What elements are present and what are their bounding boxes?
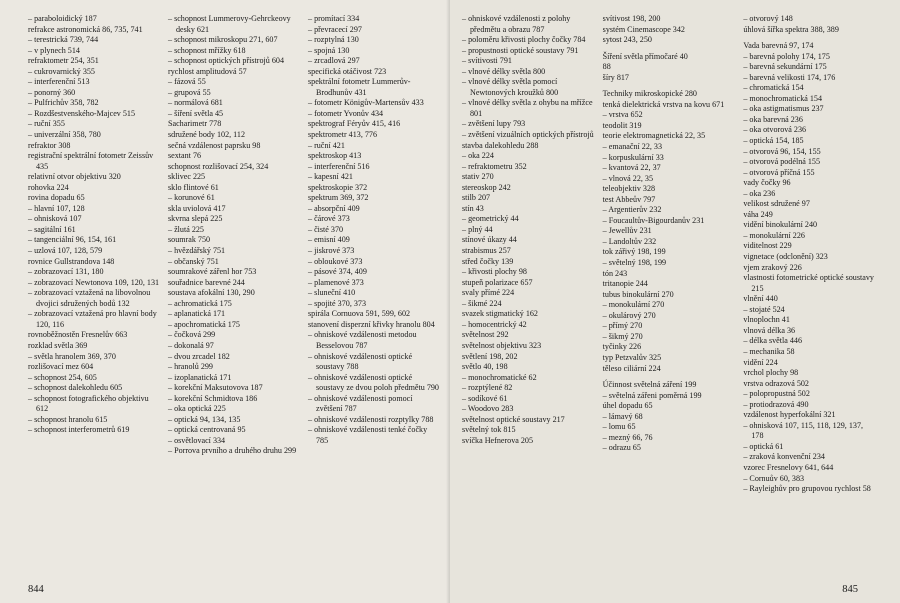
index-entry: – schopnost 254, 605 [28,372,97,382]
index-entry: tyčinky 226 [602,342,642,352]
index-entry: vidění binokulární 240 [743,220,818,230]
index-entry: – pásové 374, 409 [308,267,367,277]
index-entry: stereoskop 242 [462,182,511,192]
index-entry: – zobrazovací 131, 180 [28,267,104,277]
index-entry: – šíření světla 45 [168,108,224,118]
index-entry: – schopnost Lummerovy-Gehrckeovy desky 621 [168,14,291,34]
index-entry: – uzlová 107, 128, 579 [28,246,103,256]
index-entry: souřadnice barevné 244 [168,277,245,287]
index-entry: vady čočky 96 [743,178,791,188]
index-entry: – otvorová podélná 155 [743,157,820,167]
index-entry: – Foucaultův-Bigourdanův 231 [602,215,705,225]
index-entry: – rozptylná 130 [308,35,359,45]
index-entry: rovina dopadu 65 [28,193,85,203]
index-entry: – občanský 751 [168,256,219,266]
index-entry: – otvorový 148 [743,14,793,23]
index-entry: – korekční Schmidtova 186 [168,393,258,403]
index-entry: – emanační 22, 33 [602,142,663,152]
index-entry: – achromatická 175 [168,298,232,308]
index-entry: – v plynech 514 [28,45,80,55]
index-entry: – obloukové 373 [308,256,363,266]
index-entry: svaly přímé 224 [462,288,515,298]
index-entry: – světelná zářeni poměrná 199 [602,390,702,400]
index-entry: – polopropustná 502 [743,389,810,399]
index-entry: – schopnost optických přístrojů 604 [168,56,284,66]
index-entry: – zobrazovací Newtonova 109, 120, 131 [28,277,160,287]
index-entry: – šikmý 270 [602,331,643,341]
index-entry: – absorpční 409 [308,203,360,213]
index-entry: – schopnost mikroskopu 271, 607 [168,35,278,45]
index-entry: tenká dielektrická vrstva na kovu 671 [602,99,725,109]
index-entry: stativ 270 [462,172,494,182]
index-entry: – mechanika 58 [743,346,795,356]
index-entry: – osvětlovací 334 [168,435,226,445]
index-entry: – vlnová 22, 35 [602,173,654,183]
index-entry: vjem zrakový 226 [743,262,802,272]
index-entry: vlnoplochn 41 [743,315,790,325]
index-entry: – kapesní 421 [308,172,353,182]
index-entry: spektrální fotometr Lummerův-Brodhunův 431 [308,77,411,97]
index-entry: – barevná sekundární 175 [743,62,827,72]
index-entry: svítivost 198, 200 [602,14,661,23]
index-entry: schopnost rozlišovací 254, 324 [168,161,269,171]
index-entry: skla uviolová 417 [168,203,226,213]
index-entry: – cukrovarnický 355 [28,66,95,76]
index-entry: sdružené body 102, 112 [168,130,246,140]
index-entry: viditelnost 229 [743,241,792,251]
index-entry: stínové úkazy 44 [462,235,517,245]
index-entry: – plný 44 [462,224,493,234]
index-entry: vzorec Fresnelovy 641, 644 [743,462,834,472]
index-entry: – kvantová 22, 37 [602,163,661,173]
index-entry: tritanopie 244 [602,279,648,289]
index-entry: – vlnové délky světla pomocí Newtonových kroužků 800 [462,77,559,97]
index-entry: – barevná velikosti 174, 176 [743,72,836,82]
index-entry: systém Cinemascope 342 [602,24,685,34]
index-entry: vzdálenost hyperfokální 321 [743,410,836,420]
index-entry: stupeň polarizace 657 [462,277,533,287]
index-entry: vlastnosti fotometrické optické soustavy 215 [743,273,874,293]
index-entry: registrační spektrální fotometr Zeissův 435 [28,151,154,171]
index-entry: – zraková konvenční 234 [743,452,825,462]
index-entry: – ohniskové vzdálenosti metodou Besselovou 787 [308,330,417,350]
index-entry: – korpuskulární 33 [602,152,664,162]
index-entry: rovnice Gullstrandova 148 [28,256,115,266]
index-entry: skvrna slepá 225 [168,214,223,224]
index-entry: rovnoběžnostěn Fresnelův 663 [28,330,128,340]
index-entry: – spojná 130 [308,45,350,55]
index-entry: vlnová délka 36 [743,325,796,335]
index-entry: refrakce astronomická 86, 735, 741 [28,24,143,34]
index-entry: sečná vzdálenost paprsku 98 [168,140,261,150]
index-entry: – normálová 681 [168,98,223,108]
index-entry: svíčka Hefnerova 205 [462,435,534,445]
index-entry: – otvorová příčná 155 [743,167,815,177]
right-page-number: 845 [842,584,858,595]
index-entry: – rozptýlené 82 [462,383,513,393]
left-column-3 [308,14,440,577]
index-entry: šíry 817 [602,72,629,82]
index-entry: – stojaté 524 [743,304,785,314]
right-page [450,0,900,603]
index-entry: – poloměru křivosti plochy čočky 784 [462,35,586,45]
index-entry: – monochromatické 62 [462,372,537,382]
index-entry: – schopnost fotografického objektivu 612 [28,393,149,414]
index-entry: – fotometr Königův-Martensův 433 [308,98,424,108]
index-entry: – šikmé 224 [462,298,502,308]
index-entry: – ohniskové vzdálenosti optické soustavy ze dvou poloh předmětu 790 [308,372,439,393]
index-entry: – odrazu 65 [602,443,641,453]
index-entry: – oka 236 [743,188,776,198]
right-column-1 [462,14,595,577]
index-entry: Účinnost světelná záření 199 [602,380,697,390]
index-entry: vignetace (odclonění) 323 [743,252,828,262]
index-entry: – izoplanatická 171 [168,372,232,382]
index-entry: – Pulfrichův 358, 782 [28,98,99,108]
index-entry: – promítací 334 [308,14,360,23]
index-entry: – dokonalá 97 [168,340,214,350]
index-entry: spektrum 369, 372 [308,193,369,203]
index-entry: – hranolů 299 [168,362,213,372]
index-entry: rozlišovací mez 604 [28,362,94,372]
index-entry: – zobrazovací vztažená na libovolnou dvojici sdružených bodů 132 [28,288,151,308]
index-entry: – sodíkové 61 [462,393,508,403]
index-entry: – Landoltův 232 [602,236,657,246]
index-entry: – převracecí 297 [308,24,362,34]
index-entry: rohovka 224 [28,182,69,192]
index-entry: teleobjektiv 328 [602,184,656,194]
index-entry: – ohniskové vzdálenosti z polohy předmětu a obrazu 787 [462,14,571,34]
index-entry: test Abbeův 797 [602,194,656,204]
index-entry: váha 249 [743,209,773,219]
index-entry: sklo flintové 61 [168,182,219,192]
index-entry: – apochromatická 175 [168,319,240,329]
index-entry: relativní otvor objektivu 320 [28,172,121,182]
index-entry: velikost sdružené 97 [743,199,810,209]
index-entry: – hlavní 107, 128 [28,203,85,213]
index-entry: – fázová 55 [168,77,206,87]
index-entry: – zrcadlová 297 [308,56,360,66]
index-entry: spektrometr 413, 776 [308,130,378,140]
index-entry: – Porrova prvního a druhého druhu 299 [168,446,297,456]
index-entry: – vrstva 652 [602,110,643,120]
index-entry: světelnost 292 [462,330,509,340]
index-entry: – ponorný 360 [28,87,76,97]
index-entry: sextant 76 [168,151,202,161]
index-entry: vrchol plochy 98 [743,368,799,378]
index-entry: – oka barevná 236 [743,114,803,124]
index-entry: refraktor 308 [28,140,71,150]
index-entry: – korunové 61 [168,193,215,203]
index-entry: – oka optická 225 [168,404,226,414]
index-entry: stilb 207 [462,193,491,203]
index-entry: – monokulární 270 [602,300,665,310]
index-entry: – ohniskové vzdálenosti tenké čočky 785 [308,425,428,445]
index-entry: – korekční Maksutovova 187 [168,383,263,393]
index-entry: – Cornuův 60, 383 [743,473,805,483]
index-entry: světlení 198, 202 [462,351,518,361]
index-entry: – ohniskové vzdálenosti rozptylky 788 [308,414,434,424]
index-entry: – monochromatická 154 [743,93,823,103]
index-entry: – chromatická 154 [743,83,804,93]
index-entry: tok zářivý 198, 199 [602,247,666,257]
index-entry: – aplanatická 171 [168,309,226,319]
index-entry: soumrak 750 [168,235,211,245]
index-entry: střed čočky 139 [462,256,514,266]
index-entry: 88 [602,62,611,72]
index-entry: – ohnisková 107, 115, 118, 129, 137, 178 [743,420,864,441]
index-entry: – mezný 66, 76 [602,432,653,442]
index-entry: tón 243 [602,268,628,278]
index-entry: světelný tok 815 [462,425,516,435]
index-entry: – emisní 409 [308,235,350,245]
index-entry: – terestrická 739, 744 [28,35,99,45]
index-entry: – plamenové 373 [308,277,364,287]
index-entry: – optická 61 [743,441,784,451]
index-entry: refraktometr 254, 351 [28,56,99,66]
left-page-number: 844 [28,584,44,595]
index-entry: světelnost objektivu 323 [462,340,542,350]
index-entry: spektroskop 413 [308,151,362,161]
index-entry: typ Petzvalův 325 [602,352,662,362]
index-entry: úhel dopadu 65 [602,401,653,411]
index-entry: – schopnost dalekohledu 605 [28,383,123,393]
index-entry: – křivosti plochy 98 [462,267,527,277]
index-entry: soumrakové zářenl hor 753 [168,267,257,277]
index-entry: specifická otáčivost 723 [308,66,387,76]
index-entry: rozklad světla 369 [28,340,88,350]
index-entry: – tangenciální 96, 154, 161 [28,235,117,245]
index-entry: vidění 224 [743,357,778,367]
index-entry: – univerzální 358, 780 [28,130,101,140]
index-entry: – ohnisková 107 [28,214,82,224]
index-entry: – oka 224 [462,151,494,161]
index-entry: – optická centrovaná 95 [168,425,246,435]
index-entry: – čočková 299 [168,330,216,340]
index-entry: sytost 243, 250 [602,35,652,45]
index-entry: spirála Cornuova 591, 599, 602 [308,309,411,319]
right-column-3 [743,14,876,577]
index-entry: – okulárový 270 [602,310,656,320]
index-entry: – žlutá 225 [168,224,204,234]
index-entry: Sacharimetr 778 [168,119,222,129]
index-entry: – světla hranolem 369, 370 [28,351,116,361]
index-entry: – propustnosti optické soustavy 791 [462,45,579,55]
index-entry: – optická 154, 185 [743,136,804,146]
index-entry: – ruční 421 [308,140,345,150]
left-column-2 [168,14,300,577]
index-entry: – schopnost mřížky 618 [168,45,246,55]
index-entry: – oka astigmatismus 237 [743,104,824,114]
index-entry: Vada barevná 97, 174 [743,41,814,51]
index-entry: vlnění 440 [743,294,778,304]
index-entry: tubus binokulární 270 [602,289,674,299]
index-entry: – schopnost interferometrů 619 [28,425,130,435]
index-entry: – refraktometru 352 [462,161,527,171]
index-entry: spektroskopie 372 [308,182,368,192]
index-entry: – přímý 270 [602,321,643,331]
index-entry: – ohniskové vzdálenosti pomocí zvětšení 787 [308,393,413,414]
index-entry: – jiskrové 373 [308,246,355,256]
index-entry: – Argentierův 232 [602,205,662,215]
index-entry: Techniky mikroskopické 280 [602,89,697,99]
index-entry: strabismus 257 [462,246,511,256]
index-entry: – barevná polohy 174, 175 [743,51,830,61]
index-entry: – čisté 370 [308,224,344,234]
index-entry: – ruční 355 [28,119,65,129]
index-entry: – dvou zrcadel 182 [168,351,230,361]
index-entry: – zvětšení vizuálních optických přístrojů [462,130,594,140]
index-entry: – lomu 65 [602,422,636,432]
index-entry: – zobrazovací vztažená pro hlavní body 120, 116 [28,309,157,329]
index-entry: – Rayleighův pro grupovou rychlost 58 [743,484,871,494]
index-entry: – fotometr Yvonův 434 [308,108,384,118]
index-entry: úhlová šířka spektra 388, 389 [743,24,839,34]
index-entry: svazek stigmatický 162 [462,309,538,319]
index-entry: – interferenční 516 [308,161,370,171]
index-entry: – Rozdšestvenského-Majcev 515 [28,108,135,118]
index-entry: – spojité 370, 373 [308,298,367,308]
index-entry: sklivec 225 [168,172,206,182]
index-entry: – čárové 373 [308,214,350,224]
index-entry: – paraboloidický 187 [28,14,97,23]
index-entry: – monokulární 226 [743,230,805,240]
index-entry: – oka otvorová 236 [743,125,807,135]
index-entry: Šíření světla přímočaré 40 [602,51,688,61]
index-entry: – otvorová 96, 154, 155 [743,146,821,156]
index-entry: – vlnové délky světla 800 [462,66,546,76]
index-entry: – Woodovo 283 [462,404,514,414]
index-entry: – geometrický 44 [462,214,519,224]
index-entry: stavba dalekohledu 288 [462,140,539,150]
index-entry: – Jewellův 231 [602,226,652,236]
index-entry: spektrograf Féryův 415, 416 [308,119,401,129]
index-entry: rychlost amplitudová 57 [168,66,247,76]
index-entry: – lámavý 68 [602,411,643,421]
index-entry: vrstva odrazová 502 [743,378,809,388]
index-entry: světelnost optické soustavy 217 [462,414,565,424]
index-entry: – homocentrický 42 [462,319,527,329]
index-entry: – ohniskové vzdálenosti optické soustavy 788 [308,351,413,372]
index-entry: – protiodrazová 490 [743,399,809,409]
index-entry: – schopnost hranolu 615 [28,414,108,424]
index-entry: teodolit 319 [602,120,642,130]
index-entry: – délka světla 446 [743,336,803,346]
index-entry: těleso ciliární 224 [602,363,661,373]
index-entry: stín 43 [462,203,484,213]
index-entry: – světelný 198, 199 [602,258,667,268]
right-column-2 [603,14,736,577]
index-entry: – hvězdářský 751 [168,246,226,256]
left-column-1 [28,14,160,577]
index-entry: světlo 40, 198 [462,362,508,372]
index-entry: stanovení disperzní křivky hranolu 804 [308,319,435,329]
index-entry: – svítivosti 791 [462,56,512,66]
index-entry: – optická 94, 134, 135 [168,414,241,424]
index-entry: soustava afokální 130, 290 [168,288,255,298]
index-entry: – zvětšení lupy 793 [462,119,526,129]
index-entry: – sagitální 161 [28,224,76,234]
index-entry: – sluneční 410 [308,288,356,298]
index-entry: – interferenční 513 [28,77,90,87]
index-entry: teorie elektromagnetická 22, 35 [602,131,706,141]
index-entry: – grupová 55 [168,87,211,97]
index-entry: – vlnové délky světla z ohybu na mřížce 801 [462,98,593,118]
